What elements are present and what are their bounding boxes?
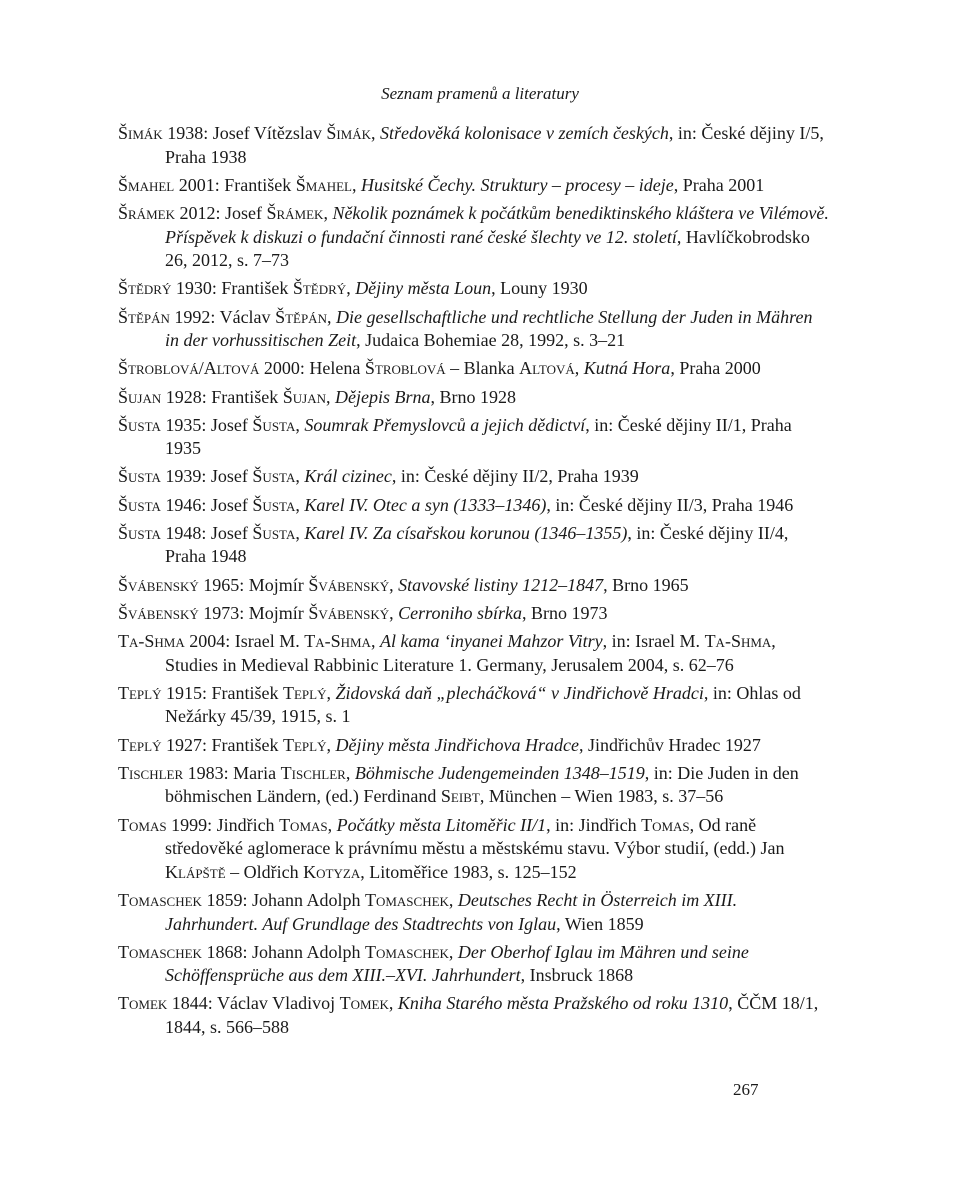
entry-text: , (295, 466, 305, 487)
entry-text: , (295, 494, 305, 515)
entry-text: , in: České dějiny II/3, Praha 1946 (546, 494, 794, 515)
entry-text: , Judaica Bohemiae 28, 1992, s. 3–21 (356, 330, 626, 351)
entry-text: , in: České dějiny II/2, Praha 1939 (391, 466, 639, 487)
author-name: Tomas (279, 814, 328, 835)
entry-text: , Brno 1965 (603, 574, 689, 595)
author-name: Šmahel (295, 174, 352, 195)
entry-text: , (389, 602, 399, 623)
work-title: Kutná Hora (583, 358, 671, 379)
work-title: Die gesellschaftliche und rechtliche Stellung der Juden in Mähren in der vorhussitischen Zeit (165, 306, 813, 351)
author-name: Štroblová (364, 358, 446, 379)
entry-text: , (448, 941, 458, 962)
bibliography-entry (118, 762, 830, 809)
entry-text: 1946: Josef (160, 494, 253, 515)
work-title: Kniha Starého města Pražského od roku 1310 (397, 993, 729, 1014)
entry-text: , (345, 762, 355, 783)
author-name: Tischler (280, 762, 346, 783)
entry-text: , (323, 202, 333, 223)
author-name: Kotyza (303, 861, 361, 882)
work-title: Al kama ‘inyanei Mahzor Vitry (379, 631, 603, 651)
author-name: Šusta (118, 466, 161, 487)
bibliography-entry (118, 306, 830, 353)
author-name: Švábenský (308, 602, 390, 623)
work-title: Několik poznámek k počátkům benediktinského kláštera ve Vilémově. Příspěvek k diskuzi o fundační činnosti rané české šlechty ve 12. století (165, 202, 829, 247)
work-title: Dějiny města Jindřichova Hradce (335, 734, 579, 755)
bibliography-entry (118, 174, 830, 198)
author-name: Šimák (118, 123, 163, 143)
author-name: Šusta (118, 414, 161, 435)
entry-text: 1983: Maria (183, 762, 281, 783)
bibliography-entry (118, 889, 830, 936)
work-title: Král cizinec (304, 466, 392, 487)
entry-text: 1930: František (171, 278, 293, 299)
entry-text: , (389, 574, 399, 595)
bibliography-entry (118, 574, 830, 598)
entry-text: , ČČM 18/1, 1844, s. 566–588 (165, 993, 819, 1038)
bibliography-entry (118, 814, 830, 885)
author-name: Tomaschek (118, 941, 202, 962)
entry-text: , (574, 358, 584, 379)
entry-text: , (325, 386, 335, 407)
bibliography-entry (118, 630, 830, 677)
entry-text: – Oldřich (225, 861, 304, 882)
author-name: Šimák (326, 123, 372, 143)
entry-text: 1928: František (161, 386, 283, 407)
author-name: Šusta (252, 414, 296, 435)
work-title: Cerroniho sbírka (398, 602, 522, 623)
author-name: Tischler (118, 762, 184, 783)
author-name: Štěpán (275, 306, 327, 327)
entry-text: , in: Ohlas od Nežárky 45/39, 1915, s. 1 (165, 682, 801, 727)
entry-text: 1992: Václav (169, 306, 276, 327)
entry-text: 1868: Johann Adolph (201, 941, 365, 962)
author-name: Švábenský (118, 574, 199, 595)
work-title: Husitské Čechy. Struktury – procesy – ideje (360, 174, 674, 195)
entry-text: 1859: Johann Adolph (201, 889, 365, 910)
entry-text: 1948: Josef (160, 522, 253, 543)
work-title: Karel IV. Za císařskou korunou (1346–1355) (304, 522, 628, 543)
entry-text: , Insbruck 1868 (520, 965, 634, 986)
author-name: Štědrý (118, 278, 172, 299)
work-title: Deutsches Recht in Österreich im XIII. Jahrhundert. Auf Grundlage des Stadtrechts von Iglau (165, 889, 738, 934)
author-name: Tomaschek (364, 941, 449, 962)
author-name: Švábenský (308, 574, 390, 595)
author-name: Štědrý (292, 278, 347, 299)
author-name: Ta-Shma (304, 631, 371, 651)
bibliography-list (118, 122, 830, 1044)
author-name: Tomas (641, 814, 690, 835)
entry-text: – Blanka (445, 358, 520, 379)
entry-text: , (371, 123, 381, 143)
entry-text: , in: Jindřich (546, 814, 642, 835)
bibliography-entry (118, 277, 830, 301)
author-name: Teplý (118, 682, 162, 703)
entry-text: 2001: František (174, 174, 296, 195)
entry-text: , (448, 889, 458, 910)
bibliography-entry (118, 602, 830, 626)
work-title: Dějepis Brna (334, 386, 431, 407)
entry-text: , (326, 734, 336, 755)
entry-text: , (388, 993, 398, 1014)
entry-text: 1938: Josef Vítězslav (162, 123, 327, 143)
author-name: Šrámek (266, 202, 324, 223)
entry-text: 1999: Jindřich (166, 814, 280, 835)
author-name: Štěpán (118, 306, 170, 327)
work-title: Karel IV. Otec a syn (1333–1346) (304, 494, 547, 515)
entry-text: , Louny 1930 (491, 278, 588, 299)
author-name: Tomaschek (364, 889, 449, 910)
entry-text: , in: České dějiny I/5, Praha 1938 (165, 123, 824, 167)
work-title: Der Oberhof Iglau im Mähren und seine Schöffensprüche aus dem XIII.–XVI. Jahrhundert (165, 941, 749, 986)
author-name: Šusta (252, 494, 296, 515)
entry-text: 1927: František (161, 734, 283, 755)
bibliography-entry (118, 414, 830, 461)
entry-text: 1915: František (161, 682, 283, 703)
entry-text: , Wien 1859 (556, 913, 644, 934)
author-name: Švábenský (118, 602, 199, 623)
bibliography-entry (118, 202, 830, 273)
author-name: Klápště (165, 861, 226, 882)
entry-text: , Brno 1928 (430, 386, 516, 407)
entry-text: , (351, 174, 361, 195)
author-name: Teplý (283, 734, 327, 755)
entry-text: 1844: Václav Vladivoj (167, 993, 340, 1014)
bibliography-entry (118, 682, 830, 729)
work-title: Středověká kolonisace v zemích českých (380, 123, 669, 143)
entry-text: , Praha 2000 (670, 358, 761, 379)
entry-text: , Litoměřice 1983, s. 125–152 (360, 861, 577, 882)
author-name: Altová (519, 358, 575, 379)
author-name: Šujan (282, 386, 326, 407)
entry-text: , (326, 682, 336, 703)
author-name: Teplý (283, 682, 327, 703)
bibliography-entry (118, 734, 830, 758)
entry-text: , in: Die Juden in den böhmischen Ländern, (ed.) Ferdinand (165, 762, 799, 807)
entry-text: 2000: Helena (259, 358, 365, 379)
author-name: Tomas (118, 814, 167, 835)
author-name: Šrámek (118, 202, 175, 223)
entry-text: , Od raně středověké aglomerace k právnímu městu a městskému stavu. Výbor studií, (edd.) Jan (165, 814, 785, 859)
bibliography-entry (118, 941, 830, 988)
entry-text: , Havlíčkobrodsko 26, 2012, s. 7–73 (165, 226, 810, 271)
entry-text: 2004: Israel M. (184, 631, 305, 651)
work-title: Stavovské listiny 1212–1847 (398, 574, 604, 595)
entry-text: 1939: Josef (160, 466, 253, 487)
bibliography-entry (118, 386, 830, 410)
bibliography-entry (118, 122, 830, 169)
entry-text: , (295, 522, 305, 543)
entry-text: , Studies in Medieval Rabbinic Literature 1. Germany, Jerusalem 2004, s. 62–76 (165, 631, 776, 675)
author-name: Teplý (118, 734, 162, 755)
work-title: Böhmische Judengemeinden 1348–1519 (354, 762, 645, 783)
entry-text: , Praha 2001 (673, 174, 765, 195)
entry-text: , München – Wien 1983, s. 37–56 (479, 786, 724, 807)
author-name: Šusta (118, 522, 161, 543)
entry-text: , (370, 631, 380, 651)
entry-text: , (295, 414, 305, 435)
author-name: Ta-Shma (118, 631, 185, 651)
entry-text: 1973: Mojmír (198, 602, 309, 623)
author-name: Štroblová/Altová (118, 358, 260, 379)
work-title: Židovská daň „plecháčková“ v Jindřichově Hradci (335, 682, 704, 703)
entry-text: 1935: Josef (160, 414, 253, 435)
bibliography-entry (118, 465, 830, 489)
work-title: Soumrak Přemyslovců a jejich dědictví (304, 414, 586, 435)
author-name: Šujan (118, 386, 162, 407)
author-name: Seibt (440, 786, 480, 807)
author-name: Šusta (252, 522, 296, 543)
page-number: 267 (733, 1080, 759, 1099)
work-title: Počátky města Litoměřic II/1 (336, 814, 547, 835)
entry-text: , in: Israel M. (602, 631, 705, 651)
author-name: Šusta (252, 466, 296, 487)
entry-text: , (327, 814, 337, 835)
author-name: Tomek (339, 993, 389, 1014)
entry-text: 2012: Josef (174, 202, 267, 223)
author-name: Šmahel (118, 174, 175, 195)
entry-text: , Jindřichův Hradec 1927 (578, 734, 761, 755)
author-name: Tomaschek (118, 889, 202, 910)
bibliography-entry (118, 522, 830, 569)
bibliography-entry (118, 494, 830, 518)
entry-text: , (326, 306, 336, 327)
author-name: Šusta (118, 494, 161, 515)
entry-text: , Brno 1973 (521, 602, 608, 623)
bibliography-entry (118, 357, 830, 381)
entry-text: , (346, 278, 356, 299)
author-name: Tomek (118, 993, 168, 1014)
running-head: Seznam pramenů a literatury (381, 84, 579, 103)
work-title: Dějiny města Loun (355, 278, 492, 299)
entry-text: , in: České dějiny II/4, Praha 1948 (165, 522, 789, 567)
bibliography-entry (118, 992, 830, 1039)
entry-text: , in: České dějiny II/1, Praha 1935 (165, 414, 792, 459)
entry-text: 1965: Mojmír (198, 574, 309, 595)
author-name: Ta-Shma (704, 631, 772, 651)
